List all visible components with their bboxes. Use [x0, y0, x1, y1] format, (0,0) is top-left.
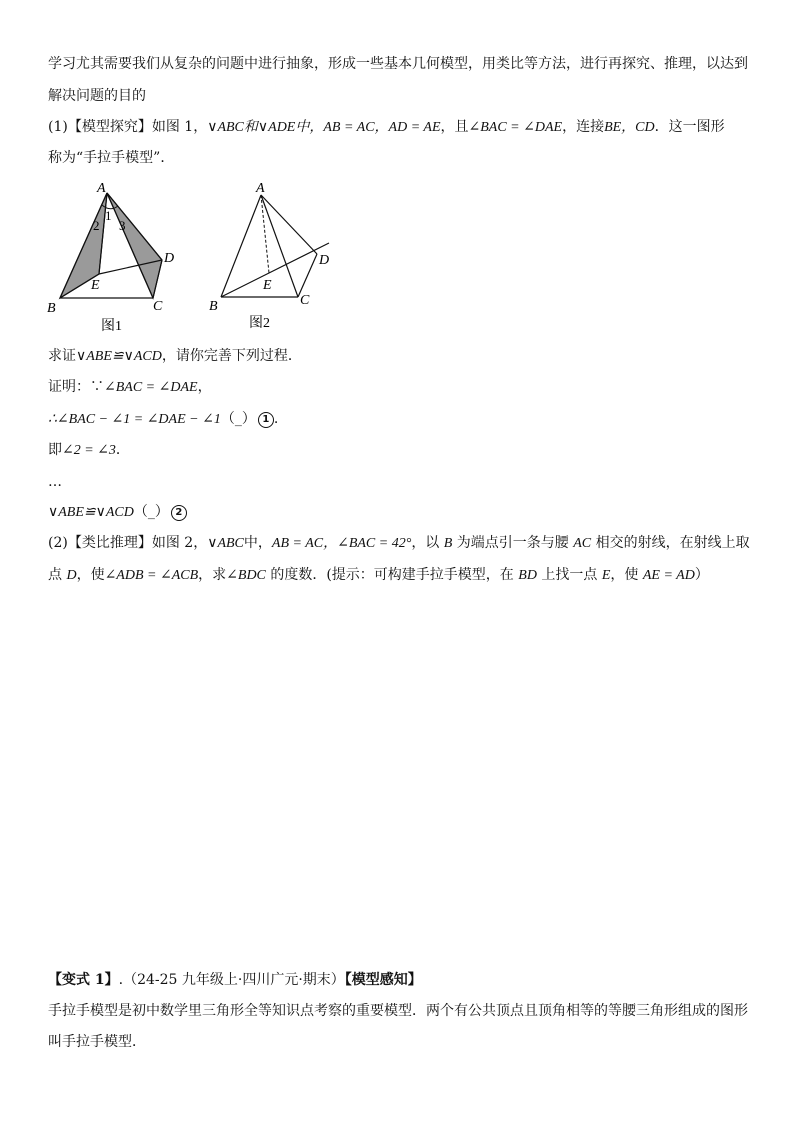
part2-math-b: AB = AC，∠BAC = 42°: [271, 536, 412, 551]
fig1-label-angle-1: 1: [105, 208, 112, 223]
proof-step5-math: ∨ABE≌∨ACD: [48, 505, 134, 520]
part2-l2-math-d: BD: [518, 568, 537, 583]
part2-math-c: B: [443, 536, 453, 551]
fig2-ray-bd: [221, 243, 329, 297]
fig2-segment-ad: [261, 195, 317, 254]
part2-l2-math-b: ∠ADB = ∠ACB: [104, 568, 199, 583]
fig2-segment-dc: [298, 254, 317, 297]
part2-l2-d: 的度数．(提示：可构建手拉手模型，在: [265, 567, 519, 583]
part2-line-1: [48, 533, 750, 554]
part1-line-2: 称为“手拉手模型”．: [48, 150, 175, 166]
proof-claim: [48, 346, 302, 367]
proof-step1-math: ∠BAC = ∠DAE: [104, 380, 198, 395]
part1-math-c: BE，CD: [604, 120, 655, 135]
fig1-label-a: A: [97, 181, 106, 196]
proof-step-2: [48, 409, 278, 430]
proof-claim-text: ，请你完善下列过程．: [161, 348, 302, 364]
figure-2: [209, 181, 329, 331]
part2-text-d: 为端点引一条与腰: [452, 535, 574, 551]
intro-line-1: 学习尤其需要我们从复杂的问题中进行抽象，形成一些基本几何模型，用类比等方法，进行再探究、推理，以达到: [48, 56, 748, 72]
part1-text-b: ，且: [440, 119, 469, 135]
proof-step1-text: 证明：∵: [48, 379, 104, 395]
proof-step2-math: ∴∠BAC − ∠1 = ∠DAE − ∠1: [48, 412, 221, 427]
part2-l2-f: ，使: [610, 567, 643, 583]
fig2-label-c: C: [300, 293, 310, 308]
fig2-label-b: B: [209, 299, 218, 314]
figures: [0, 175, 360, 340]
fig1-shaded-triangle-right: [107, 193, 162, 298]
part1-text-d: ．这一图形: [654, 119, 725, 135]
variant-heading: [48, 970, 422, 990]
part2-math-a: ∨ABC: [207, 536, 244, 551]
part2-l2-math-f: AE = AD: [642, 568, 695, 583]
proof-claim-math: ∨ABE≌∨ACD: [76, 349, 162, 364]
fig2-label-a: A: [256, 181, 265, 196]
variant-title: 【变式 1】: [48, 972, 119, 988]
proof-step1-end: ，: [197, 379, 212, 395]
part2-line-2: [48, 565, 709, 586]
part2-l2-math-c: ∠BDC: [226, 568, 266, 583]
variant-source: .（24-25 九年级上·四川广元·期末）: [118, 972, 345, 988]
figure-1: [47, 181, 174, 334]
part1-math-b: ∠BAC = ∠DAE: [468, 120, 563, 135]
proof-step2-end: .: [273, 411, 279, 427]
part1-math-a: ∨ABC和∨ADE中，AB = AC，AD = AE: [207, 120, 441, 135]
proof-step-3: [48, 440, 130, 461]
fig1-caption: 图1: [101, 319, 122, 334]
proof-step2-blank[interactable]: （_）: [220, 411, 256, 427]
fig1-label-c: C: [153, 299, 163, 314]
fig2-caption: 图2: [249, 316, 270, 331]
part2-text-e: 相交的射线，在射线上取: [591, 535, 750, 551]
proof-mark-2: 2: [171, 505, 187, 521]
part1-text-a: 如图 1，: [151, 119, 208, 135]
part2-math-d: AC: [573, 536, 592, 551]
fig1-label-d: D: [164, 251, 175, 266]
variant-line-1: 手拉手模型是初中数学里三角形全等知识点考察的重要模型．两个有公共顶点且顶角相等的等腰三角形组成的图形: [48, 1003, 748, 1019]
proof-step5-blank[interactable]: （_）: [133, 504, 169, 520]
part1-text-c: ，连接: [562, 119, 605, 135]
part2-label: (2)【类比推理】: [48, 535, 152, 551]
part2-l2-c: ，求: [198, 567, 227, 583]
part2-text-c: ，以: [411, 535, 444, 551]
fig1-label-b: B: [47, 301, 56, 316]
proof-step3-text: 即: [48, 442, 62, 458]
fig1-label-angle-2: 2: [93, 218, 100, 233]
variant-line-2: 叫手拉手模型．: [48, 1034, 146, 1050]
part1-line-1: [48, 117, 725, 138]
proof-claim-prefix: 求证: [48, 348, 76, 364]
proof-mark-1: 1: [258, 412, 274, 428]
part2-text-a: 如图 2，: [151, 535, 208, 551]
part2-l2-e: 上找一点: [536, 567, 602, 583]
part2-l2-b: ，使: [76, 567, 105, 583]
part2-l2-math-a: D: [66, 568, 77, 583]
part2-l2-g: ）: [694, 567, 709, 583]
fig2-segment-ab: [221, 195, 261, 297]
fig2-label-e: E: [263, 278, 272, 293]
proof-ellipsis: …: [48, 474, 62, 490]
proof-step3-math: ∠2 = ∠3: [62, 443, 116, 458]
part2-l2-math-e: E: [601, 568, 611, 583]
fig2-label-d: D: [319, 253, 330, 268]
part2-text-b: 中，: [243, 535, 272, 551]
proof-step3-end: ．: [115, 442, 130, 458]
variant-tag: 【模型感知】: [344, 972, 422, 988]
proof-step-1: [48, 377, 212, 398]
fig1-label-angle-3: 3: [119, 218, 126, 233]
part1-label: (1)【模型探究】: [48, 119, 152, 135]
fig1-label-e: E: [91, 278, 100, 293]
part2-l2-a: 点: [48, 567, 67, 583]
proof-step-5: [48, 502, 187, 523]
intro-line-2: 解决问题的目的: [48, 88, 146, 104]
